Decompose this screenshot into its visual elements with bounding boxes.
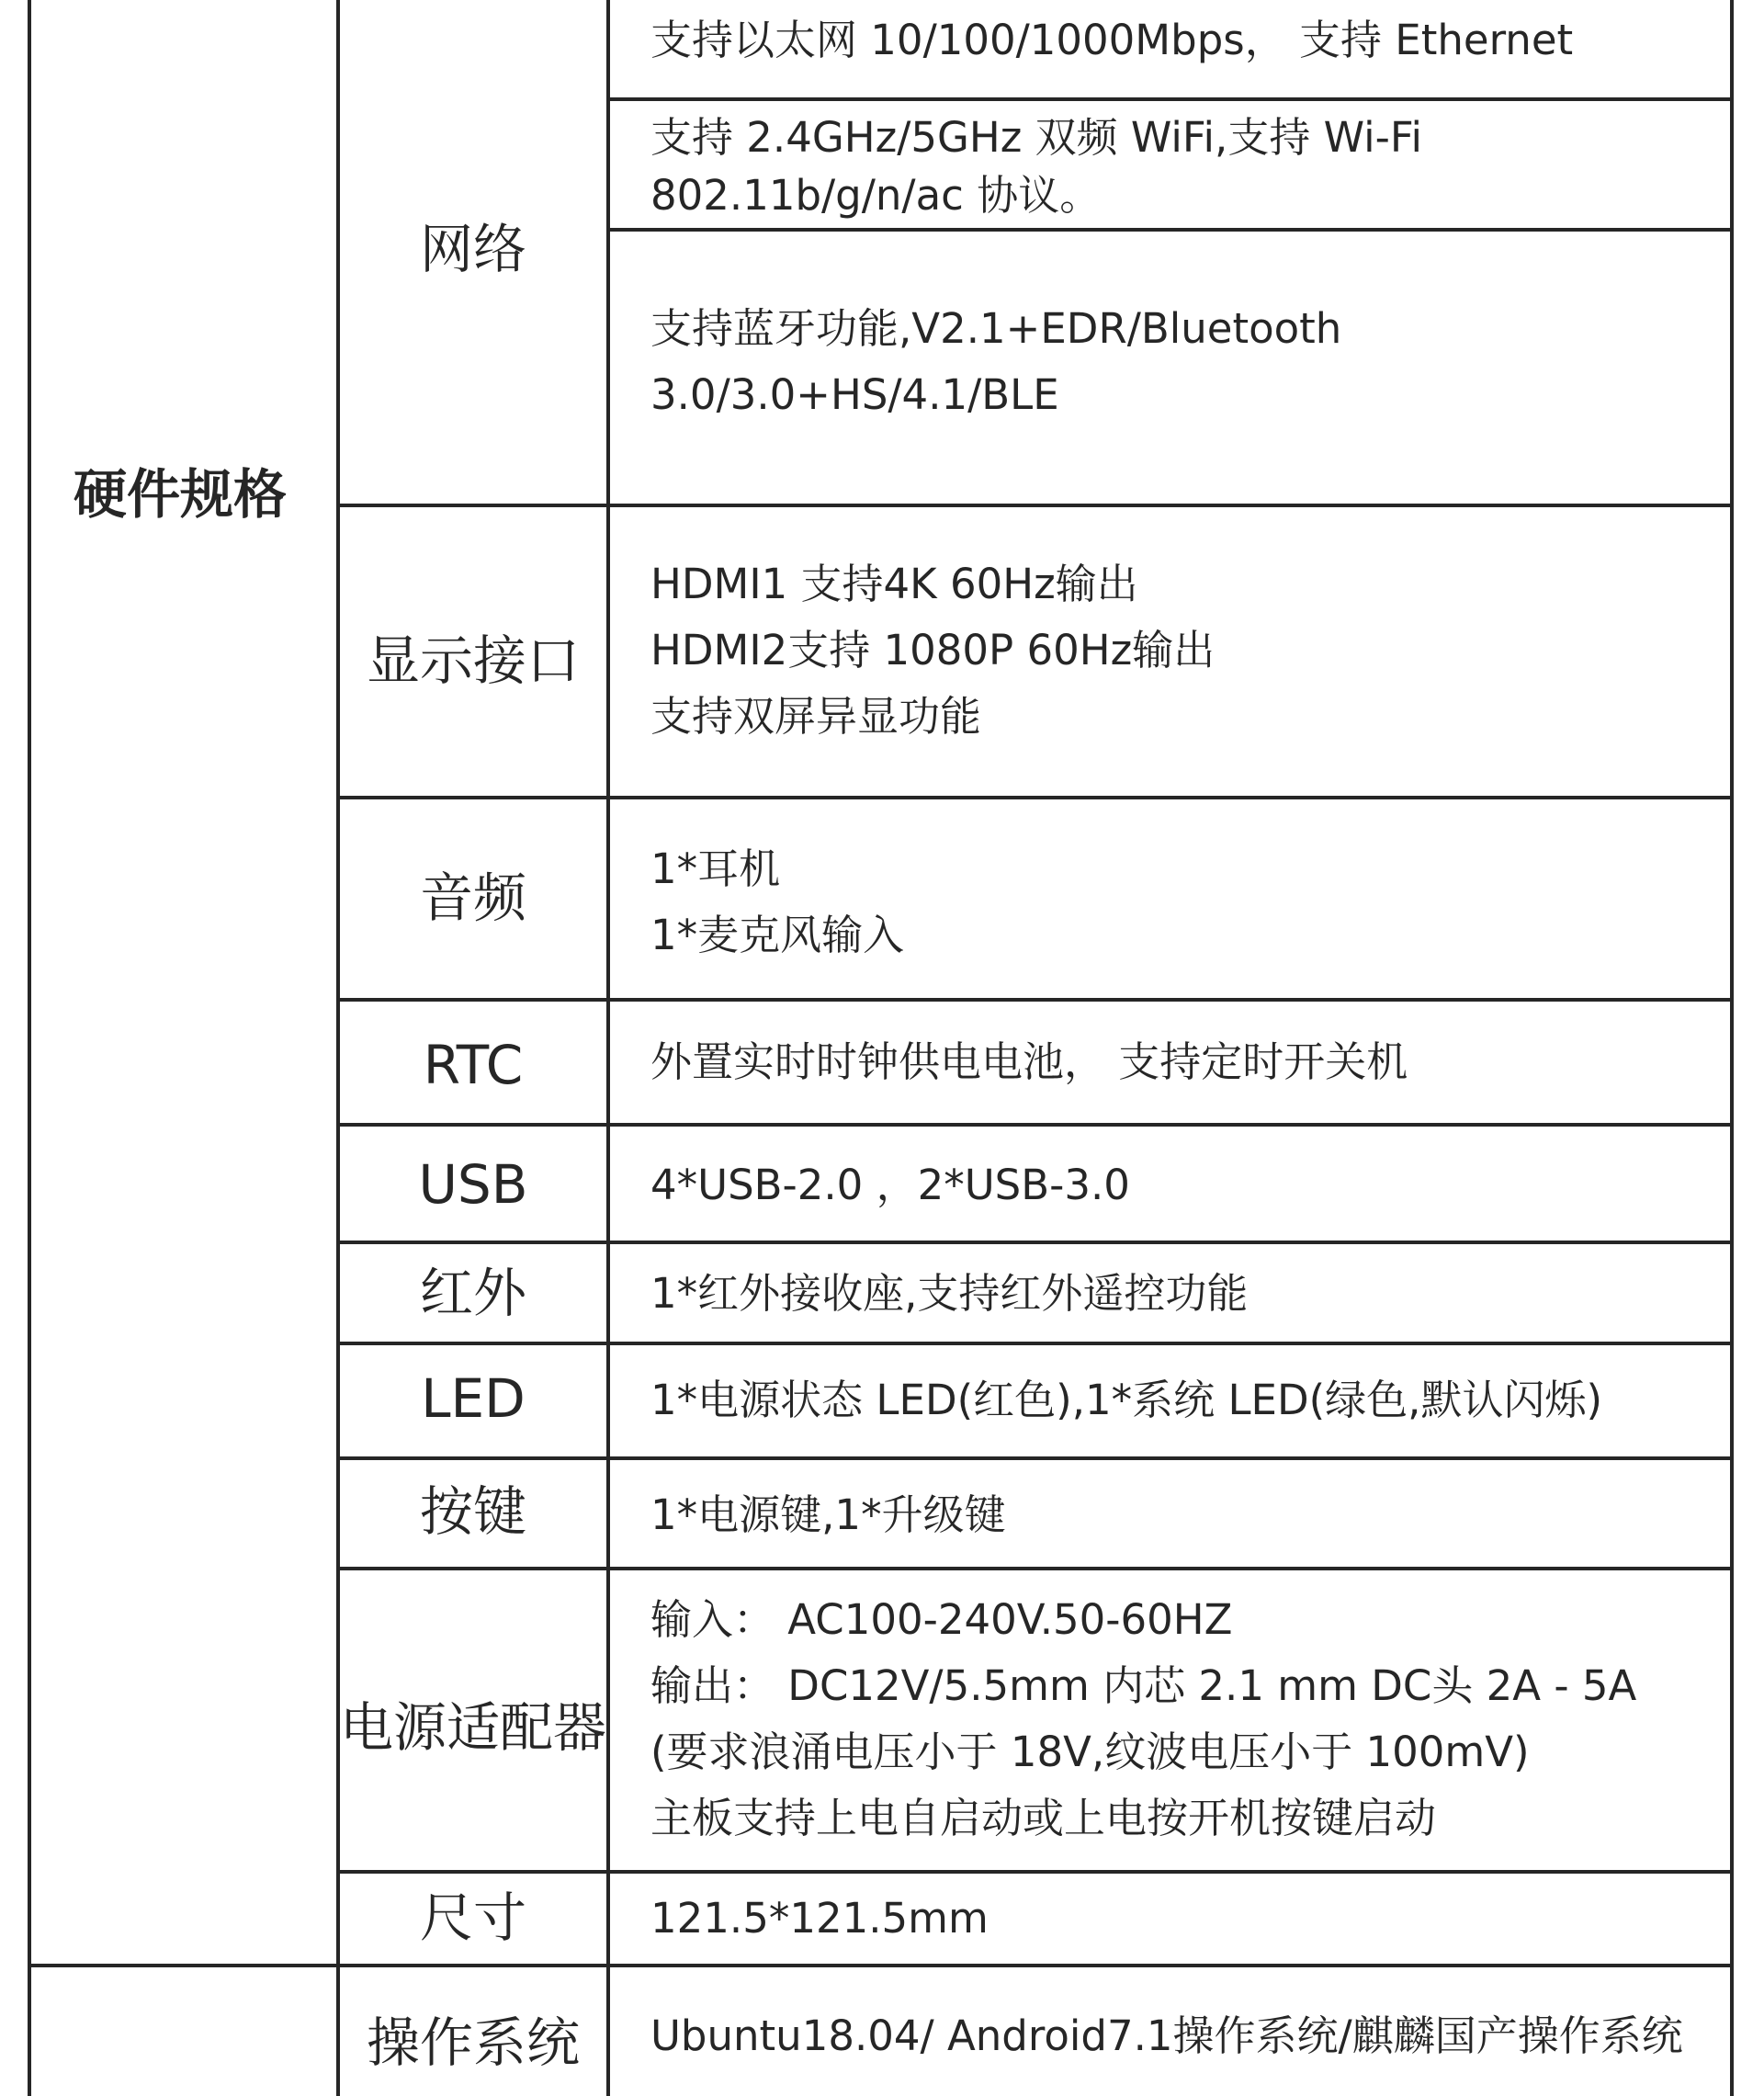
text-line: 支持双屏异显功能 xyxy=(650,692,982,741)
text-line: 1*麦克风输入 xyxy=(650,911,905,959)
text-line: 4*USB-2.0 ，2*USB-3.0 xyxy=(650,1161,1130,1209)
text-line: 外置实时时钟供电电池， 支持定时开关机 xyxy=(650,1037,1408,1086)
rtc-text xyxy=(650,1029,1408,1095)
text-line: (要求浪涌电压小于 18V,纹波电压小于 100mV) xyxy=(650,1728,1530,1776)
text-line: 1*红外接收座,支持红外遥控功能 xyxy=(650,1269,1249,1318)
audio-text xyxy=(650,836,904,969)
group-label-hardware: 硬件规格 xyxy=(74,463,288,526)
text-line: 1*耳机 xyxy=(650,844,781,893)
text-line: 支持 2.4GHz/5GHz 双频 WiFi,支持 Wi-Fi xyxy=(650,113,1423,162)
grid-line-right xyxy=(1730,0,1734,2096)
text-line: HDMI1 支持4K 60Hz输出 xyxy=(650,560,1138,608)
grid-line-row xyxy=(336,1342,1734,1345)
led-text xyxy=(650,1367,1602,1433)
text-line: 3.0/3.0+HS/4.1/BLE xyxy=(650,370,1059,419)
grid-line-row xyxy=(336,796,1734,799)
usb-text xyxy=(650,1152,1130,1218)
os-text xyxy=(650,2003,1683,2069)
display-text xyxy=(650,551,1215,750)
grid-line-row xyxy=(336,998,1734,1002)
grid-line-row xyxy=(336,1456,1734,1460)
category-buttons: 按键 xyxy=(419,1480,526,1543)
category-infrared: 红外 xyxy=(419,1262,526,1324)
infrared-text xyxy=(650,1261,1248,1327)
text-line: 1*电源键,1*升级键 xyxy=(650,1490,1006,1539)
grid-line-group-end xyxy=(28,1964,1734,1967)
category-size: 尺寸 xyxy=(419,1886,526,1949)
text-line: 支持以太网 10/100/1000Mbps， 支持 Ethernet xyxy=(650,16,1574,64)
grid-line-row xyxy=(336,504,1734,507)
text-line: 802.11b/g/n/ac 协议。 xyxy=(650,171,1102,220)
category-usb: USB xyxy=(418,1153,528,1216)
text-line: 支持蓝牙功能,V2.1+EDR/Bluetooth xyxy=(650,304,1342,353)
text-line: 1*电源状态 LED(红色),1*系统 LED(绿色,默认闪烁) xyxy=(650,1376,1603,1424)
text-line: 输入： AC100-240V.50-60HZ xyxy=(650,1595,1233,1644)
category-rtc: RTC xyxy=(423,1034,524,1096)
category-audio: 音频 xyxy=(419,867,526,929)
size-text xyxy=(650,1886,989,1952)
grid-line-left xyxy=(28,0,31,2096)
grid-line-col2 xyxy=(606,0,610,2096)
grid-line-row xyxy=(606,97,1734,101)
category-led: LED xyxy=(421,1367,526,1430)
network-wifi-text xyxy=(650,108,1422,224)
text-line: 121.5*121.5mm xyxy=(650,1894,989,1943)
grid-line-row xyxy=(336,1241,1734,1244)
category-power-adapter: 电源适配器 xyxy=(340,1696,607,1759)
power-adapter-text xyxy=(650,1587,1636,1852)
text-line: HDMI2支持 1080P 60Hz输出 xyxy=(650,626,1216,674)
network-ethernet-text xyxy=(650,7,1573,74)
category-network: 网络 xyxy=(419,218,526,280)
category-display: 显示接口 xyxy=(366,629,580,692)
grid-line-row xyxy=(336,1567,1734,1570)
network-bluetooth-text xyxy=(650,296,1341,428)
grid-line-row xyxy=(606,228,1734,232)
grid-line-row xyxy=(336,1123,1734,1127)
text-line: Ubuntu18.04/ Android7.1操作系统/麒麟国产操作系统 xyxy=(650,2011,1683,2060)
buttons-text xyxy=(650,1482,1006,1548)
grid-line-row xyxy=(336,1870,1734,1874)
text-line: 主板支持上电自启动或上电按开机按键启动 xyxy=(650,1794,1437,1842)
category-os: 操作系统 xyxy=(366,2011,580,2074)
text-line: 输出： DC12V/5.5mm 内芯 2.1 mm DC头 2A - 5A xyxy=(650,1661,1637,1710)
